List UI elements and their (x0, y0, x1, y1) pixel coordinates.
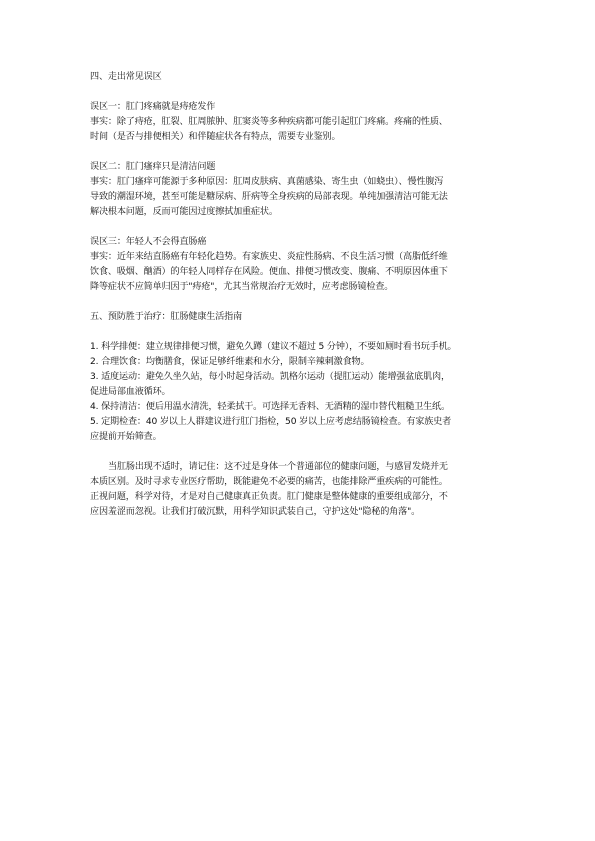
closing-paragraph-line: 本质区别。及时寻求专业医疗帮助，既能避免不必要的痛苦，也能排除严重疾病的可能性。 (90, 477, 448, 487)
myth-3-heading: 误区三：年轻人不会得直肠癌 (90, 237, 207, 247)
section-4-title: 四、走出常见误区 (90, 72, 162, 82)
closing-paragraph-line: 正视问题，科学对待，才是对自己健康真正负责。肛门健康是整体健康的重要组成部分，不 (90, 492, 448, 502)
myth-3-fact-line: 饮食、吸烟、酗酒）的年轻人同样存在风险。便血、排便习惯改变、腹痛、不明原因体重下 (90, 267, 448, 277)
guide-item: 1. 科学排便：建立规律排便习惯，避免久蹲（建议不超过 5 分钟），不要如厕时看书玩手机。 (90, 342, 457, 352)
myth-1-heading: 误区一：肛门疼痛就是痔疮发作 (90, 102, 216, 112)
myth-2-fact-line: 解决根本问题，反而可能因过度擦拭加重症状。 (90, 207, 278, 217)
myth-2-heading: 误区二：肛门瘙痒只是清洁问题 (90, 162, 216, 172)
spacer (90, 445, 510, 460)
guide-item: 5. 定期检查：40 岁以上人群建议进行肛门指检，50 岁以上应考虑结肠镜检查。有家族史者 (90, 417, 452, 427)
myth-2-fact-line: 导致的潮湿环境，甚至可能是糖尿病、肝病等全身疾病的局部表现。单纯加强清洁可能无法 (90, 192, 448, 202)
spacer (90, 85, 510, 100)
myth-3-fact-line: 事实：近年来结直肠癌有年轻化趋势。有家族史、炎症性肠病、不良生活习惯（高脂低纤维 (90, 252, 448, 262)
spacer (90, 220, 510, 235)
guide-item-continued: 应提前开始筛查。 (90, 432, 162, 442)
myth-1-fact-line: 事实：除了痔疮，肛裂、肛周脓肿、肛窦炎等多种疾病都可能引起肛门疼痛。疼痛的性质、 (90, 117, 448, 127)
document-page (90, 70, 510, 520)
guide-item: 3. 适度运动：避免久坐久站，每小时起身活动。凯格尔运动（提肛运动）能增强盆底肌肉， (90, 372, 450, 382)
guide-item-continued: 促进局部血液循环。 (90, 387, 171, 397)
closing-paragraph-line: 当肛肠出现不适时，请记住：这不过是身体一个普通部位的健康问题，与感冒发烧并无 (108, 462, 448, 472)
guide-item: 4. 保持清洁：便后用温水清洗，轻柔拭干。可选择无香料、无酒精的湿巾替代粗糙卫生纸。 (90, 402, 450, 412)
spacer (90, 325, 510, 340)
closing-paragraph-line: 应因羞涩而忽视。让我们打破沉默，用科学知识武装自己，守护这处"隐秘的角落"。 (90, 507, 421, 517)
guide-item: 2. 合理饮食：均衡膳食，保证足够纤维素和水分，限制辛辣刺激食物。 (90, 357, 370, 367)
myth-1-fact-line: 时间（是否与排便相关）和伴随症状各有特点，需要专业鉴别。 (90, 132, 341, 142)
spacer (90, 145, 510, 160)
section-5-title: 五、预防胜于治疗：肛肠健康生活指南 (90, 312, 243, 322)
myth-3-fact-line: 降等症状不应简单归因于"痔疮"，尤其当常规治疗无效时，应考虑肠镜检查。 (90, 282, 394, 292)
myth-2-fact-line: 事实：肛门瘙痒可能源于多种原因：肛周皮肤病、真菌感染、寄生虫（如蛲虫）、慢性腹泻 (90, 177, 444, 187)
spacer (90, 295, 510, 310)
